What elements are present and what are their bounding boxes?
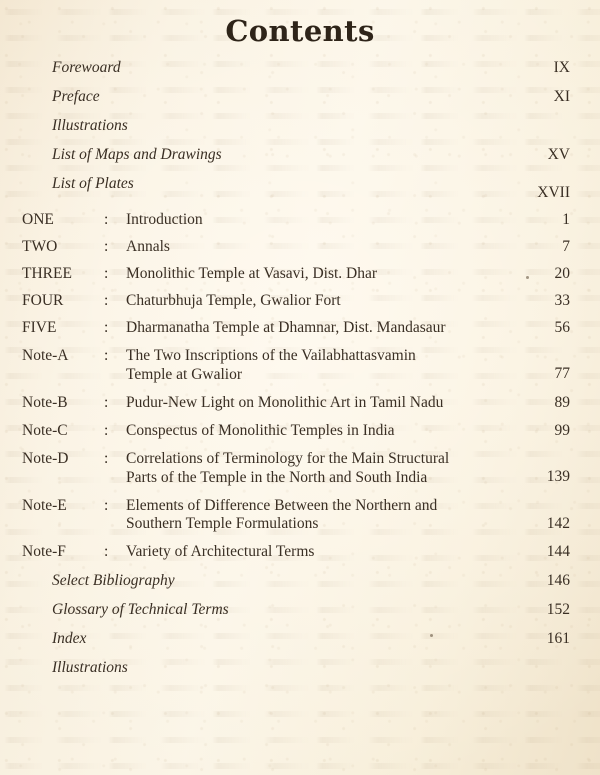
toc-entry[interactable]: [0, 256, 600, 283]
toc-entry[interactable]: [0, 106, 600, 135]
toc-entry-title: [0, 77, 502, 106]
toc-entry-title: [126, 256, 502, 283]
toc-entry-title: [126, 310, 502, 337]
toc-entry-title-line: Conspectus of Monolithic Temples in India: [126, 421, 395, 439]
toc-entry-label: Note-B: [22, 393, 68, 411]
toc-entry-title-line: Temple at Gwalior: [126, 365, 242, 383]
toc-entry-separator: :: [104, 421, 109, 439]
toc-entry-separator: :: [104, 210, 109, 228]
toc-entry-title: [126, 283, 502, 310]
table-of-contents: [0, 48, 600, 677]
toc-entry-page-number: XV: [547, 145, 570, 163]
toc-entry-separator: :: [104, 496, 109, 514]
toc-entry-page-number: 142: [546, 514, 570, 532]
toc-entry[interactable]: [0, 561, 600, 590]
toc-entry[interactable]: [0, 648, 600, 677]
toc-entry-separator: :: [104, 449, 109, 467]
toc-entry[interactable]: [0, 384, 600, 412]
toc-entry-title-line: Illustrations: [52, 659, 128, 677]
toc-entry-title: [0, 164, 502, 202]
toc-entry-title-line: Forewoard: [52, 59, 121, 76]
toc-entry-separator: :: [104, 264, 109, 282]
toc-entry-page-number: 20: [554, 264, 570, 282]
toc-entry[interactable]: [0, 164, 600, 202]
toc-entry-separator: :: [104, 237, 109, 255]
toc-entry-separator: :: [104, 543, 109, 561]
toc-entry-separator: :: [104, 291, 109, 309]
toc-body: [0, 48, 600, 677]
toc-entry-label: Note-D: [22, 449, 69, 467]
toc-entry-page-number: 99: [554, 421, 570, 439]
toc-entry-page-number: 1: [562, 210, 570, 228]
toc-entry[interactable]: [0, 77, 600, 106]
toc-entry-label: ONE: [22, 210, 54, 228]
toc-entry-title-line: List of Plates: [52, 174, 134, 192]
toc-entry-title: [126, 202, 502, 229]
toc-entry-page-number: [502, 106, 600, 135]
toc-entry[interactable]: [0, 440, 600, 487]
toc-entry[interactable]: [0, 310, 600, 337]
toc-entry[interactable]: [0, 48, 600, 77]
toc-entry-separator: :: [104, 346, 109, 364]
toc-entry-label: Note-E: [22, 496, 67, 514]
toc-entry[interactable]: [0, 283, 600, 310]
toc-entry-title-line: Pudur-New Light on Monolithic Art in Tamil Nadu: [126, 393, 444, 411]
toc-entry-title: [126, 229, 502, 256]
toc-entry-title-line: Select Bibliography: [52, 572, 175, 590]
toc-entry-title-line: Index: [52, 630, 87, 648]
toc-entry[interactable]: [0, 135, 600, 164]
toc-entry-title: [126, 337, 502, 384]
toc-entry-label: TWO: [22, 237, 58, 255]
toc-entry-page-number: 161: [546, 630, 570, 648]
toc-entry-title: [126, 384, 502, 412]
toc-entry-title: [126, 412, 502, 440]
toc-entry-page-number: 77: [554, 364, 570, 382]
toc-entry-title-line: Elements of Difference Between the Northern and: [126, 496, 438, 514]
toc-entry-separator: :: [104, 393, 109, 411]
toc-entry-title: [0, 561, 502, 590]
toc-entry[interactable]: [0, 487, 600, 534]
toc-entry-title: [0, 135, 502, 164]
toc-entry[interactable]: [0, 412, 600, 440]
toc-entry[interactable]: [0, 619, 600, 648]
toc-entry[interactable]: [0, 337, 600, 384]
toc-entry-separator: :: [104, 318, 109, 336]
toc-entry-title-line: Introduction: [126, 210, 203, 228]
toc-entry-label: FIVE: [22, 318, 57, 336]
toc-entry-title-line: List of Maps and Drawings: [52, 145, 222, 163]
toc-entry-page-number: 152: [546, 601, 570, 619]
toc-entry-title: [0, 48, 502, 77]
toc-entry-title-line: Monolithic Temple at Vasavi, Dist. Dhar: [126, 264, 378, 282]
toc-entry-title-line: Dharmanatha Temple at Dhamnar, Dist. Mandasaur: [126, 318, 446, 336]
toc-entry[interactable]: [0, 229, 600, 256]
toc-entry-title-line: Annals: [126, 237, 170, 255]
toc-entry-title: [126, 440, 502, 487]
toc-entry-title: [126, 533, 502, 561]
toc-entry-page-number: 33: [554, 291, 570, 309]
toc-entry-page-number: 146: [546, 572, 570, 590]
toc-entry-title-line: Illustrations: [52, 116, 128, 134]
toc-entry-title-line: Preface: [52, 87, 100, 105]
toc-entry-page-number: XI: [553, 87, 570, 105]
toc-entry-page-number: [502, 648, 600, 677]
toc-entry-title: [126, 487, 502, 534]
toc-entry[interactable]: [0, 202, 600, 229]
toc-entry-title: [0, 590, 502, 619]
toc-entry-page-number: XVII: [537, 183, 570, 201]
toc-entry-title: [0, 106, 502, 135]
toc-entry-title: [0, 619, 502, 648]
toc-entry-label: Note-F: [22, 543, 66, 561]
toc-entry-page-number: IX: [553, 59, 570, 76]
toc-entry-title-line: Southern Temple Formulations: [126, 515, 319, 533]
toc-entry-page-number: 56: [554, 318, 570, 336]
toc-entry-title-line: Variety of Architectural Terms: [126, 543, 315, 561]
toc-entry-title-line: Parts of the Temple in the North and South India: [126, 468, 428, 486]
toc-entry[interactable]: [0, 590, 600, 619]
toc-entry-page-number: 89: [554, 393, 570, 411]
toc-entry-title-line: Correlations of Terminology for the Main Structural: [126, 449, 450, 467]
toc-entry-title-line: Glossary of Technical Terms: [52, 601, 229, 619]
page-title: Contents: [225, 14, 375, 48]
toc-entry-page-number: 7: [562, 237, 570, 255]
toc-entry[interactable]: [0, 533, 600, 561]
toc-entry-label: Note-C: [22, 421, 68, 439]
toc-entry-page-number: 139: [546, 467, 570, 485]
toc-entry-label: Note-A: [22, 346, 69, 364]
toc-entry-label: FOUR: [22, 291, 64, 309]
toc-entry-title-line: Chaturbhuja Temple, Gwalior Fort: [126, 291, 341, 309]
toc-entry-title-line: The Two Inscriptions of the Vailabhattasvamin: [126, 346, 416, 364]
toc-entry-title: [0, 648, 502, 677]
toc-entry-label: THREE: [22, 264, 72, 282]
toc-entry-page-number: 144: [546, 543, 570, 561]
